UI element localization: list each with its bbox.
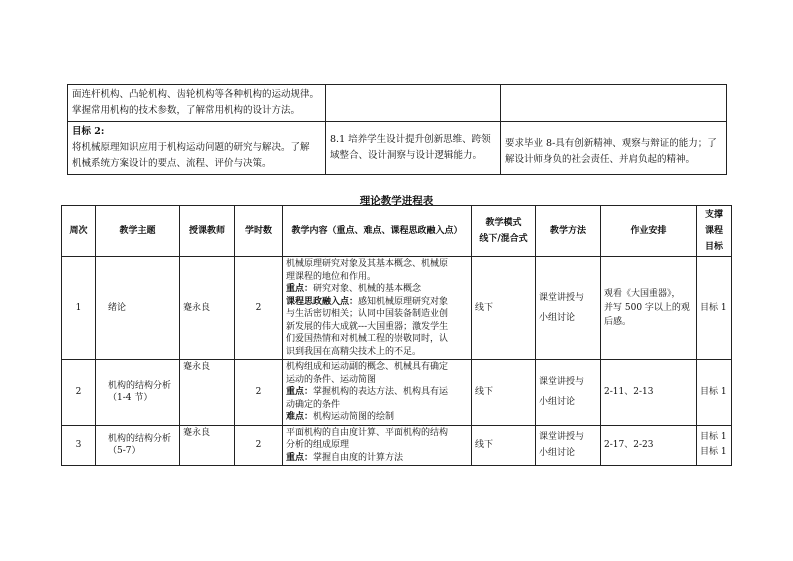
header-teacher: 授课教师 [180,206,235,257]
content-line [286,411,468,424]
content-line [286,346,468,359]
method-line: 课堂讲授与 [539,432,585,443]
topic-line: 机构的结构分析 [108,433,172,444]
homework-line: 后感。 [604,317,632,327]
teacher-cell: 蹇永良 [180,360,235,426]
content-text: 感知机械原理研究对象 [358,296,449,307]
objective-1-indicator [326,85,501,122]
homework-line: 2-11、2-13 [604,387,654,397]
content-line [286,296,468,309]
objective-2-indicator [326,122,501,175]
objectives-row-2 [68,122,727,175]
content-line [286,427,468,440]
content-text: 机构运动简图的绘制 [313,412,395,422]
objective-2-requirement [501,122,727,175]
content-text: 动确定的条件 [286,399,341,410]
teacher-cell: 蹇永良 [180,425,235,466]
goal-cell [697,360,732,426]
header-hours: 学时数 [235,206,283,257]
topic-cell: 绪论 [96,257,180,360]
header-line: 线下/混合式 [479,234,528,244]
content-line [286,258,468,271]
homework-line: 2-17、2-23 [604,440,654,450]
hours-cell: 2 [235,425,283,466]
method-line: 小组讨论 [539,313,576,323]
content-text: 机构组成和运动副的概念、机械具有确定 [286,362,449,372]
difficulty-label: 难点： [286,412,314,422]
objective-2-title: 目标 2: [72,126,105,137]
method-line: 小组讨论 [539,448,576,459]
text-line: 要求毕业 8-具有创新精神、观察与辩证的能力；了 [505,138,717,149]
homework-line: 观看《大国重器》， [604,289,681,299]
homework-cell [601,257,697,360]
content-text: 掌握自由度的计算方法 [313,452,404,463]
topic-line: （5-7） [108,446,141,457]
header-method: 教学方法 [536,206,601,257]
text-line: 解设计师身负的社会责任、并肩负起的精神。 [505,154,696,165]
content-cell [283,360,472,426]
ideology-label: 课程思政融入点： [286,296,359,307]
header-line: 支撑 [704,210,723,220]
content-text: 们爱国热情和对机械工程的崇敬同时，认 [286,334,449,344]
header-week: 周次 [62,206,96,257]
table-row [62,360,732,426]
goal-line: 目标 1 [700,387,727,397]
key-point-label: 重点： [286,387,314,397]
content-line [286,308,468,321]
method-line: 课堂讲授与 [539,377,585,388]
objectives-table [67,84,727,175]
objective-1-description [68,85,326,122]
key-point-label: 重点： [286,284,314,294]
goal-cell [697,257,732,360]
header-row [62,206,732,257]
text-line: 面连杆机构、凸轮机构、齿轮机构等各种机构的运动规律。 [72,89,320,100]
topic-line: （1-4 节） [108,393,153,404]
goal-line: 目标 1 [700,302,727,313]
header-line: 课程 [704,226,723,236]
content-text: 新发展的伟大成就---大国重器；激发学生 [286,321,449,332]
key-point-label: 重点： [286,452,314,463]
method-line: 课堂讲授与 [539,293,585,303]
topic-line: 机构的结构分析 [108,380,172,391]
content-text: 掌握机构的表达方法、机构具有运 [313,387,449,397]
content-cell [283,257,472,360]
content-line [286,361,468,374]
content-text: 分析的组成原理 [286,440,350,450]
content-text: 运动的条件、运动简图 [286,374,377,385]
week-cell: 1 [62,257,96,360]
topic-cell [96,360,180,426]
homework-line: 并写 500 字以上的观 [604,303,690,313]
hours-cell: 2 [235,360,283,426]
content-line [286,374,468,387]
content-line [286,321,468,334]
content-line [286,283,468,296]
text-line: 将机械原理知识应用于机构运动问题的研究与解决。了解 [72,142,310,153]
content-cell [283,425,472,466]
mode-cell: 线下 [472,257,536,360]
content-line [286,271,468,284]
objective-2-description [68,122,326,175]
method-cell [536,360,601,426]
week-cell: 3 [62,425,96,466]
method-cell [536,257,601,360]
goal-line: 目标 1 [700,432,727,443]
method-cell [536,425,601,466]
text-line: 8.1 培养学生设计提升创新思维、跨领 [330,134,491,145]
hours-cell: 2 [235,257,283,360]
header-mode [472,206,536,257]
content-line [286,439,468,452]
content-text: 识到我国在高精尖技术上的不足。 [286,346,422,357]
text-line: 机械系统方案设计的要点、流程、评价与决策。 [72,158,272,169]
table-row [62,425,732,466]
content-text: 研究对象、机械的基本概念 [313,284,422,294]
content-text: 机械原理研究对象及其基本概念、机械原 [286,259,449,269]
week-cell: 2 [62,360,96,426]
content-line [286,333,468,346]
header-line: 目标 [704,242,723,252]
teaching-schedule-table [61,205,732,466]
table-row [62,257,732,360]
header-goal [697,206,732,257]
content-text: 理课程的地位和作用。 [286,271,377,282]
mode-cell: 线下 [472,425,536,466]
header-content: 教学内容（重点、难点、课程思政融入点） [283,206,472,257]
header-line: 教学模式 [485,218,522,228]
goal-line: 目标 1 [700,447,727,458]
objective-1-requirement [501,85,727,122]
text-line: 域整合、设计洞察与设计逻辑能力。 [330,150,483,161]
content-line [286,452,468,465]
objectives-row-1 [68,85,727,122]
teacher-cell: 蹇永良 [180,257,235,360]
mode-cell: 线下 [472,360,536,426]
content-line [286,399,468,412]
homework-cell [601,425,697,466]
goal-cell [697,425,732,466]
content-text: 与生活密切相关；认同中国装备制造业创 [286,309,449,319]
content-line [286,386,468,399]
homework-cell [601,360,697,426]
method-line: 小组讨论 [539,397,576,408]
topic-cell [96,425,180,466]
header-homework: 作业安排 [601,206,697,257]
header-topic: 教学主题 [96,206,180,257]
text-line: 掌握常用机构的技术参数，了解常用机构的设计方法。 [72,105,301,116]
content-text: 平面机构的自由度计算、平面机构的结构 [286,427,449,438]
table-caption: 理论教学进程表 [359,195,434,207]
